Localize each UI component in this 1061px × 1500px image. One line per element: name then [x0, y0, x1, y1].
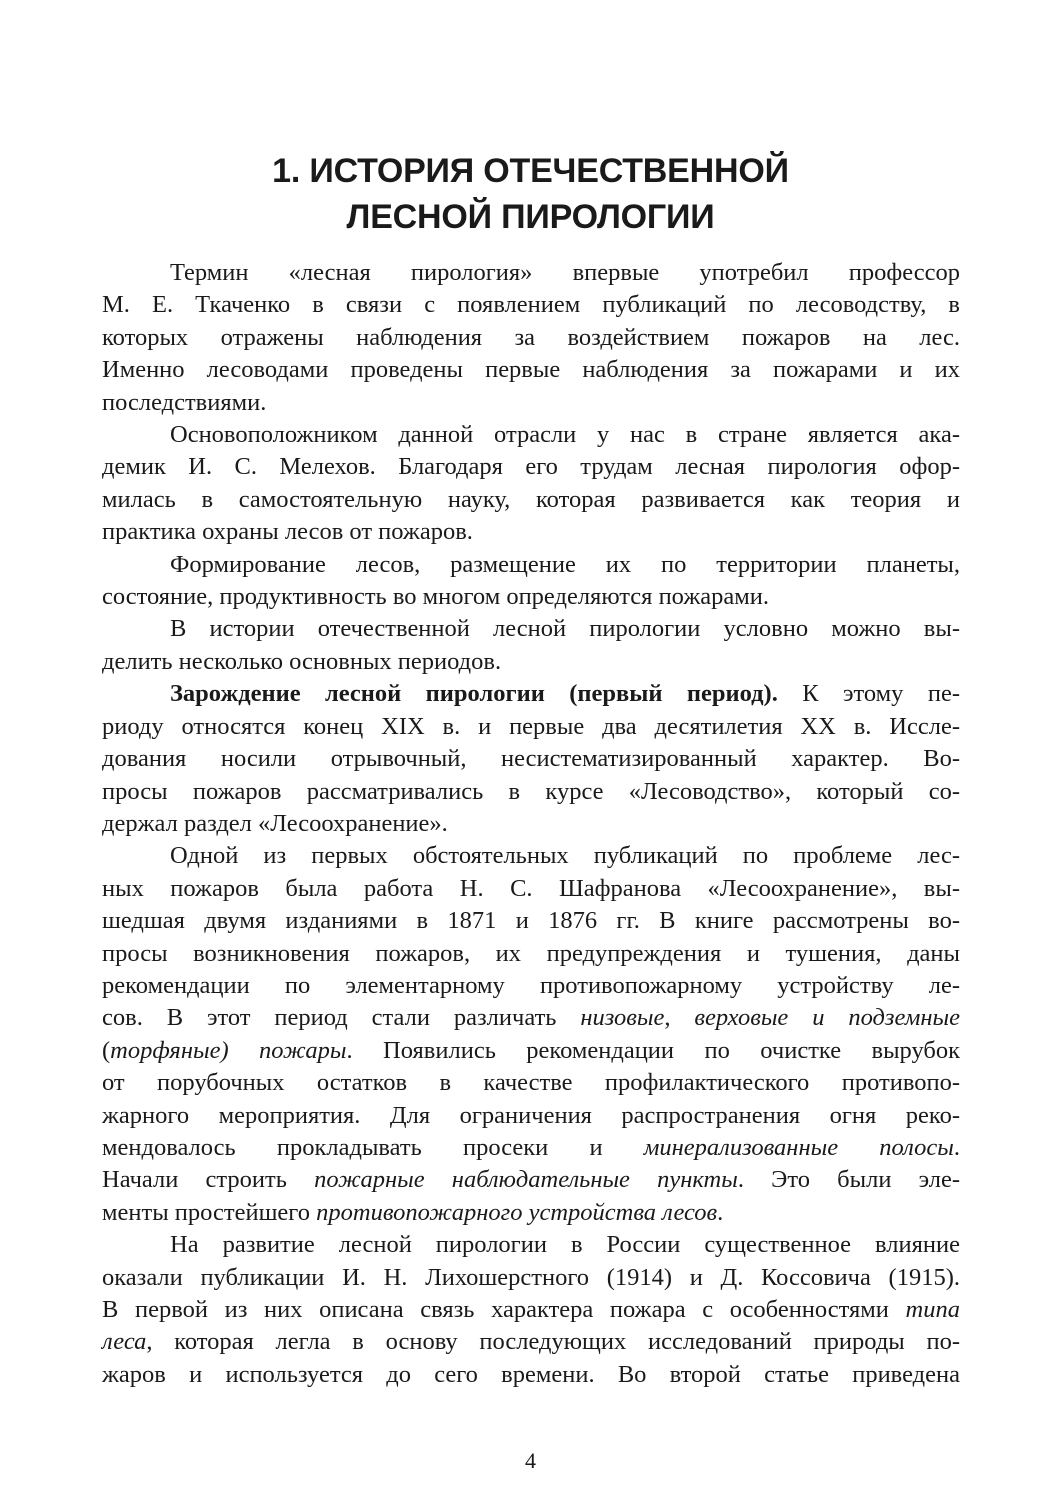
paragraph-2: [102, 419, 960, 549]
text-line: последствиями.: [102, 388, 267, 416]
text-run: , которая легла в основу последующих исследований природы по-: [146, 1328, 960, 1356]
text-run: мендовалось прокладывать просеки и: [102, 1133, 644, 1161]
text-line: делить несколько основных периодов.: [102, 647, 502, 675]
text-run: .: [953, 1133, 960, 1161]
text-line: риоду относятся конец XIX в. и первые два десятилетия XX в. Иссле-: [102, 712, 960, 740]
chapter-title: [0, 148, 1061, 240]
text-run: Начали строить: [102, 1166, 315, 1194]
text-line: состояние, продуктивность во многом определяются пожарами.: [102, 583, 769, 611]
text-line: [102, 1164, 960, 1196]
text-line: рекомендации по элементарному противопожарному устройству ле-: [102, 971, 960, 999]
paragraph-5: [102, 678, 960, 840]
text-run: ,: [664, 1004, 695, 1032]
italic-term: верховые и подземные: [694, 1004, 960, 1032]
text-line: жаров и используется до сего времени. Во второй статье приведена: [102, 1360, 960, 1388]
text-line: В истории отечественной лесной пирологии условно можно вы-: [170, 615, 960, 643]
text-line: просы пожаров рассматривались в курсе «Лесоводство», который со-: [102, 777, 960, 805]
text-line: просы возникновения пожаров, их предупреждения и тушения, даны: [102, 939, 960, 967]
text-line: [102, 1035, 960, 1067]
text-run: .: [717, 1198, 724, 1226]
text-line: Именно лесоводами проведены первые наблюдения за пожарами и их: [102, 356, 960, 384]
text-line: Термин «лесная пирология» впервые употребил профессор: [170, 259, 960, 286]
italic-term: типа: [905, 1296, 960, 1323]
chapter-title-line-1: 1. ИСТОРИЯ ОТЕЧЕСТВЕННОЙ: [272, 152, 789, 190]
text-run: . Это были эле-: [737, 1166, 960, 1194]
paragraph-3: [102, 549, 960, 614]
paragraph-4: [102, 613, 960, 678]
text-run: К этому пе-: [777, 680, 960, 708]
text-line: жарного мероприятия. Для ограничения распространения огня реко-: [102, 1101, 960, 1129]
text-line: от порубочных остатков в качестве профилактического противопо-: [102, 1069, 960, 1097]
paragraph-7: [102, 1229, 960, 1391]
page-number: 4: [525, 1448, 536, 1473]
text-run: В первой из них описана связь характера пожара с особенностями: [102, 1296, 906, 1323]
period-heading: Зарождение лесной пирологии (первый период).: [170, 680, 778, 708]
paragraph-6: [102, 840, 960, 1229]
text-line: милась в самостоятельную науку, которая развивается как теория и: [102, 485, 960, 513]
text-line: [102, 1294, 960, 1326]
text-line: [102, 1326, 960, 1358]
text-line: Одной из первых обстоятельных публикаций по проблеме лес-: [170, 842, 960, 870]
italic-term: противопожарного устройства лесов: [316, 1198, 718, 1226]
text-line: [102, 678, 960, 710]
text-line: М. Е. Ткаченко в связи с появлением публикаций по лесоводству, в: [102, 291, 960, 319]
text-run: (: [102, 1036, 111, 1064]
text-run: . Появились рекомендации по очистке вырубок: [346, 1036, 960, 1064]
text-line: шедшая двумя изданиями в 1871 и 1876 гг. В книге рассмотрены во-: [102, 907, 960, 935]
text-line: которых отражены наблюдения за воздействием пожаров на лес.: [102, 323, 960, 351]
italic-term: низовые: [580, 1004, 665, 1032]
text-line: дования носили отрывочный, несистематизированный характер. Во-: [102, 745, 960, 773]
chapter-title-line-2: ЛЕСНОЙ ПИРОЛОГИИ: [346, 198, 715, 236]
body-text: [102, 257, 960, 1391]
italic-term: торфяные) пожары: [110, 1036, 347, 1064]
text-line: [102, 1002, 960, 1034]
text-line: практика охраны лесов от пожаров.: [102, 518, 473, 546]
paragraph-1: [102, 257, 960, 419]
text-line: держал раздел «Лесоохранение».: [102, 809, 448, 837]
text-line: ных пожаров была работа Н. С. Шафранова «Лесоохранение», вы-: [102, 874, 960, 902]
text-line: [102, 1197, 960, 1229]
italic-term: леса: [102, 1328, 147, 1356]
text-line: оказали публикации И. Н. Лихошерстного (1914) и Д. Коссовича (1915).: [102, 1263, 960, 1291]
text-line: [102, 1132, 960, 1164]
text-run: менты простейшего: [102, 1198, 317, 1226]
text-line: Формирование лесов, размещение их по территории планеты,: [170, 550, 960, 578]
text-run: сов. В этот период стали различать: [102, 1004, 581, 1032]
italic-term: пожарные наблюдательные пункты: [314, 1166, 738, 1194]
italic-term: минерализованные полосы: [643, 1133, 954, 1161]
text-line: На развитие лесной пирологии в России существенное влияние: [170, 1231, 960, 1259]
text-line: демик И. С. Мелехов. Благодаря его трудам лесная пирология офор-: [102, 453, 960, 481]
text-line: Основоположником данной отрасли у нас в стране является ака-: [170, 421, 960, 449]
